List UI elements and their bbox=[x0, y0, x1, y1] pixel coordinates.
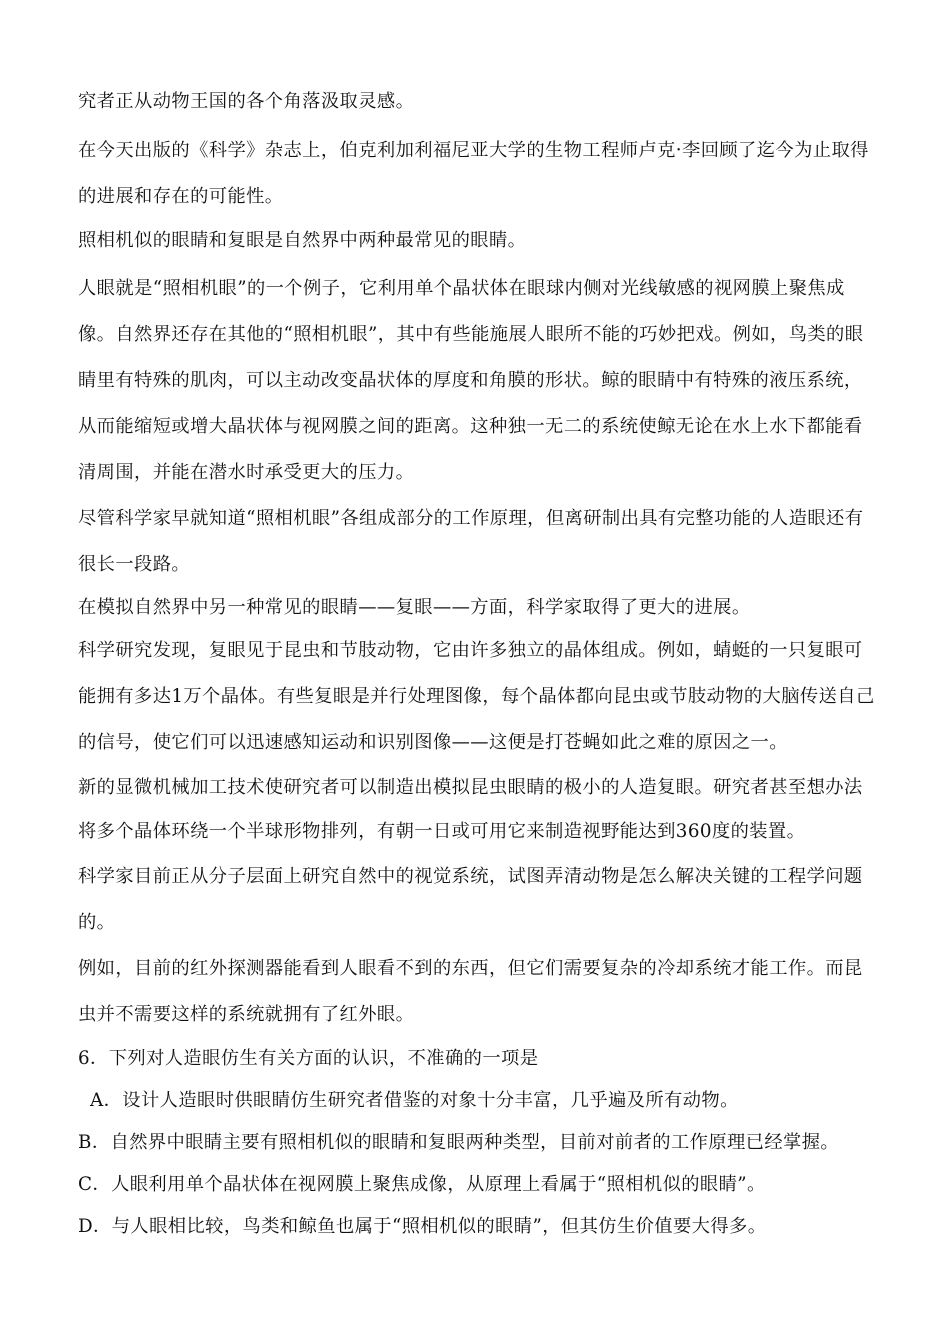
paragraph-6: 在模拟自然界中另一种常见的眼睛——复眼——方面，科学家取得了更大的进展。 bbox=[78, 597, 751, 618]
option-d: D．与人眼相比较，鸟类和鲸鱼也属于“照相机似的眼睛”，但其仿生价值要大得多。 bbox=[78, 1216, 767, 1237]
paragraph-1: 究者正从动物王国的各个角落汲取灵感。 bbox=[78, 91, 415, 112]
option-c: C．人眼利用单个晶状体在视网膜上聚焦成像，从原理上看属于“照相机似的眼睛”。 bbox=[78, 1174, 766, 1195]
paragraph-7: 科学研究发现，复眼见于昆虫和节肢动物，它由许多独立的晶体组成。例如，蜻蜓的一只复眼可能拥有多达1万个晶体。有些复眼是并行处理图像，每个晶体都向昆虫或节肢动物的大脑传送自己的信号，使它们可以迅速感知运动和识别图像——这便是打苍蝇如此之难的原因之一。 bbox=[78, 640, 875, 753]
question-stem: 6．下列对人造眼仿生有关方面的认识，不准确的一项是 bbox=[78, 1048, 539, 1069]
paragraph-2: 在今天出版的《科学》杂志上，伯克利加利福尼亚大学的生物工程师卢克·李回顾了迄今为止取得的进展和存在的可能性。 bbox=[78, 140, 869, 207]
paragraph-8: 新的显微机械加工技术使研究者可以制造出模拟昆虫眼睛的极小的人造复眼。研究者甚至想办法将多个晶体环绕一个半球形物排列，有朝一日或可用它来制造视野能达到360度的装置。 bbox=[78, 777, 863, 842]
option-b: B．自然界中眼睛主要有照相机似的眼睛和复眼两种类型，目前对前者的工作原理已经掌握。 bbox=[78, 1132, 840, 1153]
paragraph-3: 照相机似的眼睛和复眼是自然界中两种最常见的眼睛。 bbox=[78, 230, 527, 251]
option-a: A．设计人造眼时供眼睛仿生研究者借鉴的对象十分丰富，几乎遍及所有动物。 bbox=[90, 1090, 739, 1111]
paragraph-5: 尽管科学家早就知道“照相机眼”各组成部分的工作原理，但离研制出具有完整功能的人造眼还有很长一段路。 bbox=[78, 508, 864, 575]
paragraph-10: 例如，目前的红外探测器能看到人眼看不到的东西，但它们需要复杂的冷却系统才能工作。而昆虫并不需要这样的系统就拥有了红外眼。 bbox=[78, 958, 863, 1025]
question-6 bbox=[78, 1038, 878, 1248]
paragraph-9: 科学家目前正从分子层面上研究自然中的视觉系统，试图弄清动物是怎么解决关键的工程学问题的。 bbox=[78, 866, 863, 933]
passage-text bbox=[78, 86, 878, 1248]
paragraph-4: 人眼就是“照相机眼”的一个例子，它利用单个晶状体在眼球内侧对光线敏感的视网膜上聚焦成像。自然界还存在其他的“照相机眼”，其中有些能施展人眼所不能的巧妙把戏。例如，鸟类的眼睛里有特殊的肌肉，可以主动改变晶状体的厚度和角膜的形状。鲸的眼睛中有特殊的液压系统，从而能缩短或增大晶状体与视网膜之间的距离。这种独一无二的系统使鲸无论在水上水下都能看清周围，并能在潜水时承受更大的压力。 bbox=[78, 278, 864, 483]
